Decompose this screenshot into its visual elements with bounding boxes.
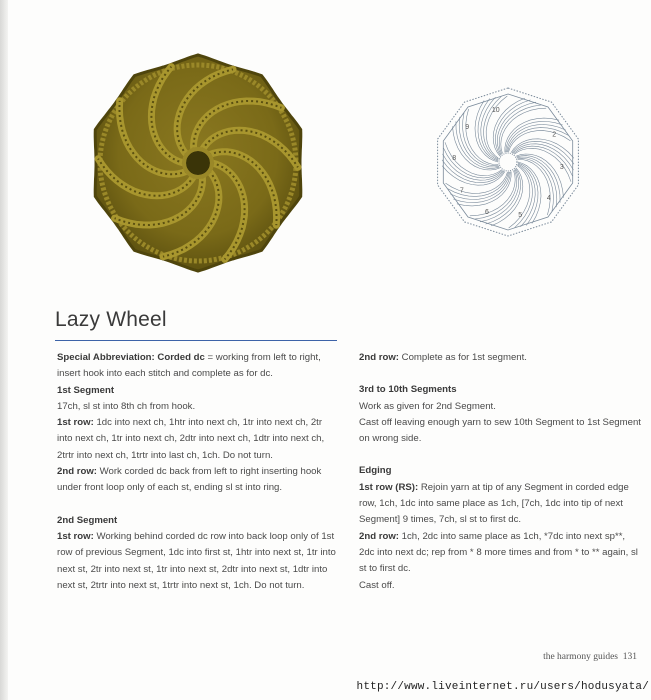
segment-1-start: 17ch, sl st into 8th ch from hook. — [57, 400, 196, 412]
segment-1-row-2: 2nd row: Work corded dc back from left to right inserting hook under front loop only of each st, ending sl st into ring. — [57, 466, 322, 494]
pattern-title: Lazy Wheel — [55, 308, 167, 331]
segments-3-10-text-1: Work as given for 2nd Segment. — [359, 400, 496, 412]
crochet-chart-diagram — [428, 82, 588, 242]
instructions-left-column — [57, 350, 339, 594]
segment-2-heading: 2nd Segment — [57, 514, 118, 526]
diagram-segment-number: 8 — [452, 154, 457, 162]
diagram-segment-number: 6 — [485, 209, 489, 217]
segment-2-row-1: 1st row: Working behind corded dc row into back loop only of 1st row of previous Segment, 1dc into first st, 1htr into next st, 1tr into next st, 2tr into next st, 1tr into next st, 2dtr into next st, 1dtr into next st, 2trtr into next st, 1trtr into next st, 1ch. Do not turn. — [57, 530, 336, 591]
special-abbreviation: Special Abbreviation: Corded dc = working from left to right, insert hook into each stitch and complete as for dc. — [57, 352, 321, 380]
diagram-segment-number: 10 — [491, 106, 500, 114]
page-number: 131 — [622, 652, 637, 662]
guide-name: the harmony guides — [543, 652, 618, 662]
source-url[interactable]: http://www.liveinternet.ru/users/hodusyata/ — [356, 681, 649, 693]
diagram-segment-number: 4 — [546, 194, 551, 202]
diagram-segment-number: 5 — [518, 212, 523, 220]
segment-2-row-2: 2nd row: Complete as for 1st segment. — [359, 352, 527, 363]
diagram-segment-number: 9 — [465, 124, 470, 132]
diagram-segment-number: 7 — [459, 187, 464, 195]
segment-1-heading: 1st Segment — [57, 384, 115, 396]
edging-row-1: 1st row (RS): Rejoin yarn at tip of any Segment in corded edge row, 1ch, 1dc into same place as 1ch, [7ch, 1dc into tip of next Segment] 9 times, 7ch, sl st to first dc. — [359, 481, 629, 526]
segments-3-10-heading: 3rd to 10th Segments — [359, 384, 457, 396]
page-footer — [543, 652, 637, 662]
instructions-right-column — [359, 350, 641, 594]
edging-row-2: 2nd row: 1ch, 2dc into same place as 1ch, *7dc into next sp**, 2dc into next dc; rep from * 8 more times and from * to ** again, sl st to first dc. — [359, 530, 638, 575]
edging-heading: Edging — [359, 465, 392, 477]
diagram-segment-number: 2 — [552, 131, 557, 139]
diagram-segment-number: 3 — [559, 164, 564, 172]
segment-1-row-1: 1st row: 1dc into next ch, 1htr into next ch, 1tr into next ch, 2tr into next ch, 1tr into next ch, 2dtr into next ch, 1dtr into next ch, 2trtr into next ch, 1trtr into last ch, 1ch. Do not turn. — [57, 417, 325, 461]
segments-3-10-text-2: Cast off leaving enough yarn to sew 10th Segment to 1st Segment on wrong side. — [359, 416, 641, 445]
book-spine-shadow — [0, 0, 8, 700]
crochet-wheel-photo — [80, 45, 320, 280]
title-underline — [55, 340, 337, 341]
cast-off: Cast off. — [359, 579, 395, 591]
